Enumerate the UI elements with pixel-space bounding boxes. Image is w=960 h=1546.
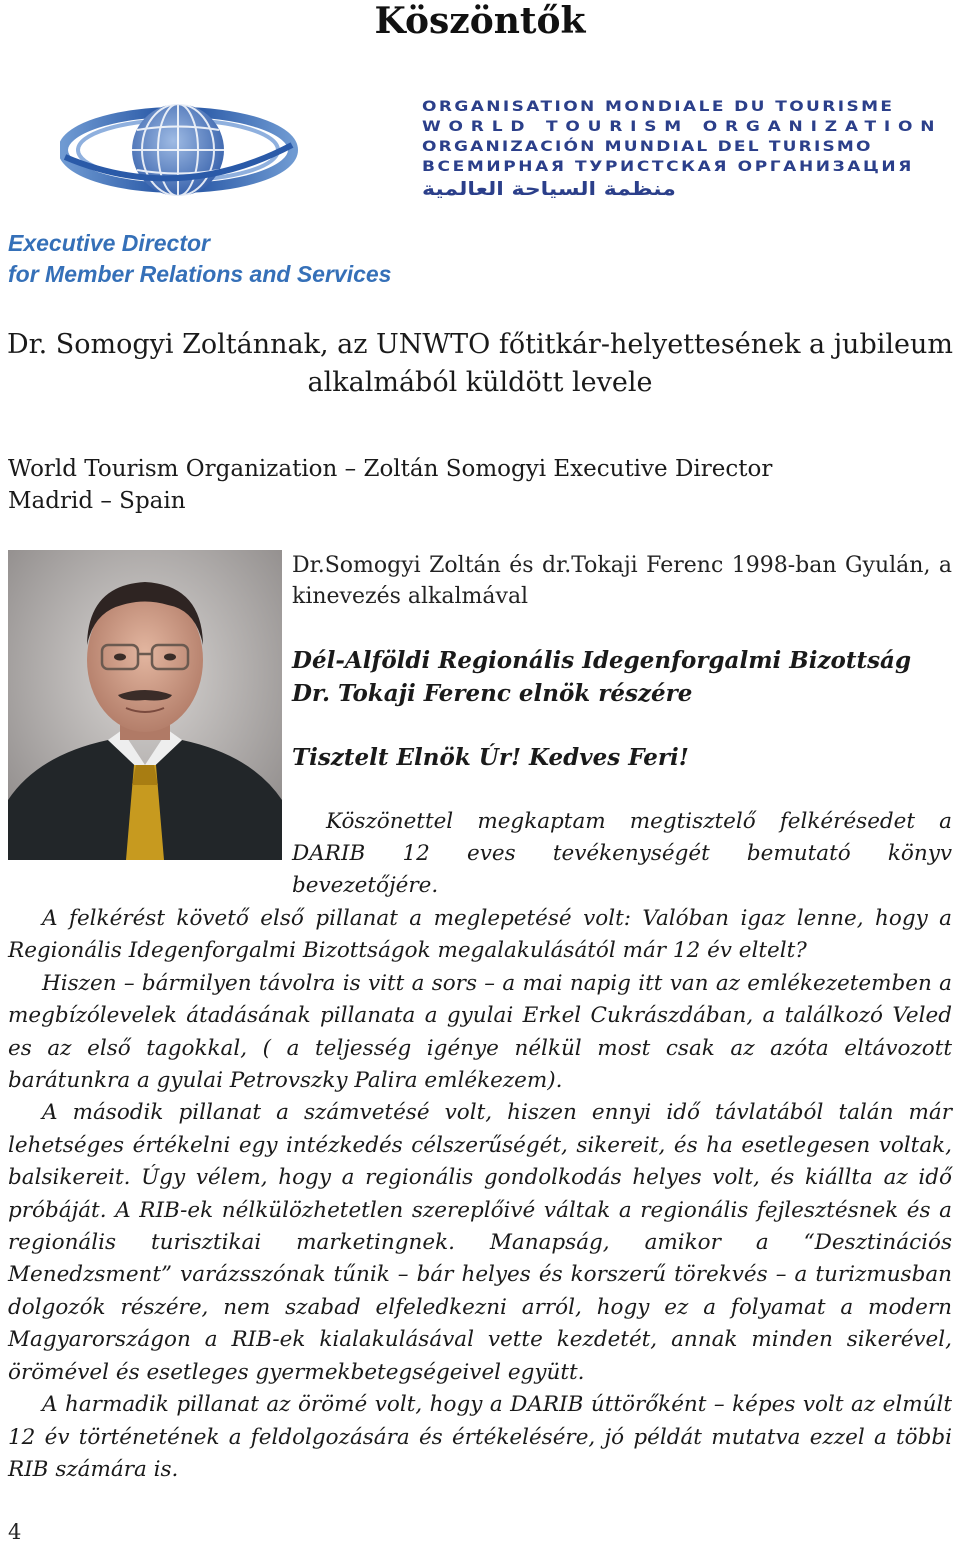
page-title: Köszöntők	[374, 0, 586, 42]
role-line-1: Executive Director	[8, 230, 210, 256]
executive-role	[8, 228, 391, 290]
letter-body	[8, 903, 952, 1486]
page-number: 4	[8, 1520, 22, 1544]
org-name-fr: ORGANISATION MONDIALE DU TOURISME	[422, 98, 895, 115]
photo-caption: Dr.Somogyi Zoltán és dr.Tokaji Ferenc 1998-ban Gyulán, a kinevezés alkalmával	[292, 553, 952, 609]
letter-headline: Dr. Somogyi Zoltánnak, az UNWTO főtitkár-helyettesének a jubileum alkalmából küldött levele	[7, 329, 953, 398]
letter-paragraph: A felkérést követő első pillanat a meglepetésé volt: Valóban igaz lenne, hogy a Regionális Idegenforgalmi Bizottságok megalakulásától már 12 év eltelt?	[8, 906, 952, 964]
letter-addressee: Dél-Alföldi Regionális Idegenforgalmi Bizottság Dr. Tokaji Ferenc elnök részére	[292, 647, 912, 707]
portrait-photo	[8, 550, 282, 860]
letter-paragraph: Hiszen – bármilyen távolra is vitt a sors – a mai napig itt van az emlékezetemben a megbízólevelek átadásának pillanata a gyulai Erkel Cukrászdában, a találkozó Veled es az első tagokkal, ( a teljesség igénye nélkül most csak az azóta eltávozott barátunkra a gyulai Petrovszky Palira emlékezem).	[8, 970, 952, 1094]
org-name-es: ORGANIZACIÓN MUNDIAL DEL TURISMO	[422, 138, 873, 155]
org-name-ar: منظمة السياحة العالمية	[422, 178, 676, 201]
unwto-globe-logo	[60, 95, 300, 205]
letter-intro: Köszönettel megkaptam megtisztelő felkérésedet a DARIB 12 eves tevékenységét bemutató könyv bevezetőjére.	[292, 809, 952, 898]
org-name-ru: ВСЕМИРНАЯ ТУРИСТСКАЯ ОРГАНИЗАЦИЯ	[422, 158, 914, 175]
sender-line-1: World Tourism Organization – Zoltán Somogyi Executive Director	[8, 456, 773, 482]
org-name-en: WORLD TOURISM ORGANIZATION	[422, 118, 943, 135]
unwto-wordmark	[422, 98, 954, 206]
role-line-2: for Member Relations and Services	[8, 261, 392, 287]
letter-paragraph: A második pillanat a számvetésé volt, hiszen ennyi idő távlatából talán már lehetséges értékelni egy intézkedés célszerűségét, sikereit, és ha esetlegesen voltak, balsikereit. Úgy vélem, hogy a regionális gondolkodás helyes volt, és kiállta az idő próbáját. A RIB-ek nélkülözhetetlen szereplőivé váltak a regionális fejlesztésnek és a regionális turisztikai marketingnek. Manapság, amikor a “Desztinációs Menedzsment” varázsszónak tűnik – bár helyes és korszerű törekvés – a turizmusban dolgozók részére, nem szabad elfeledkezni arról, hogy ez a folyamat a modern Magyarországon a RIB-ek kialakulásával vette kezdetét, annak minden sikerével, örömével és esetleges gyermekbetegségeivel együtt.	[8, 1100, 952, 1385]
sender-block	[8, 453, 772, 517]
letter-salutation: Tisztelt Elnök Úr! Kedves Feri!	[292, 744, 689, 771]
sender-line-2: Madrid – Spain	[8, 488, 186, 514]
letter-paragraph: A harmadik pillanat az örömé volt, hogy a DARIB úttörőként – képes volt az elmúlt 12 év történetének a feldolgozására és értékelésére, jó példát mutatva ezzel a többi RIB számára is.	[8, 1392, 952, 1482]
